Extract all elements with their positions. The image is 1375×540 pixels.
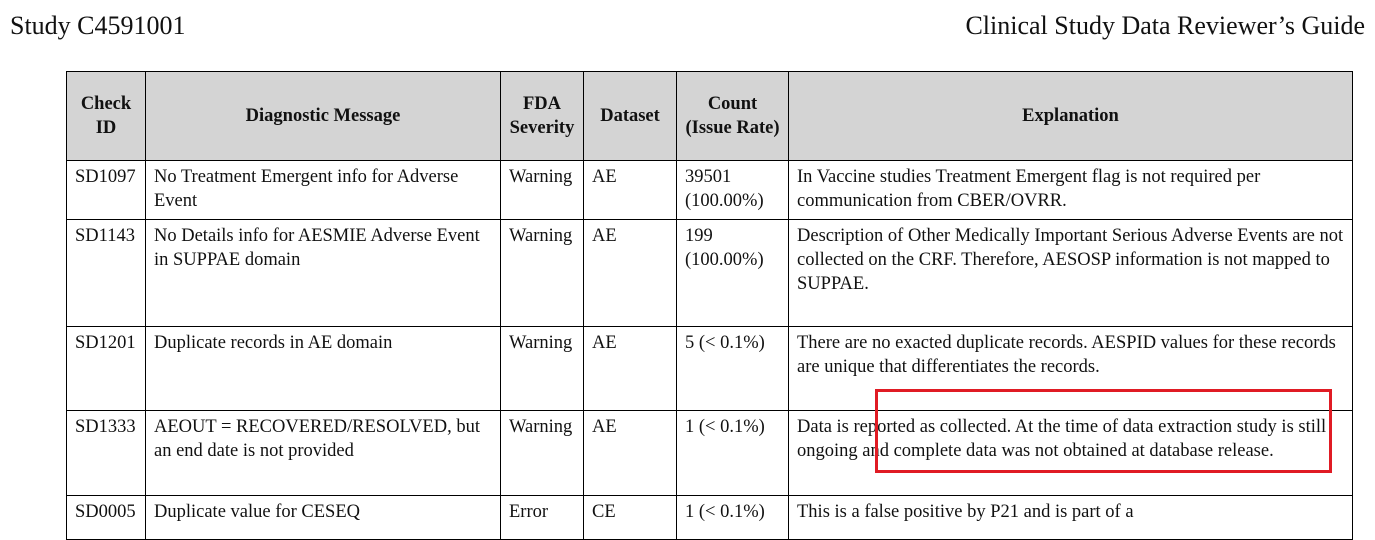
page-header: [10, 6, 1365, 46]
check-id-cell: SD1097: [67, 161, 146, 220]
column-header-diagnostic-message: Diagnostic Message: [146, 72, 501, 161]
table-header-row: [67, 72, 1353, 161]
count-cell: 5 (< 0.1%): [677, 327, 789, 411]
table-row: [67, 411, 1353, 496]
column-header-fda-severity: FDA Severity: [501, 72, 584, 161]
check-id-cell: SD1143: [67, 220, 146, 327]
dataset-cell: AE: [584, 411, 677, 496]
table-row: [67, 161, 1353, 220]
document-title: Clinical Study Data Reviewer’s Guide: [965, 11, 1365, 40]
explanation-cell: In Vaccine studies Treatment Emergent flag is not required per communication from CBER/OVRR.: [789, 161, 1353, 220]
explanation-cell: This is a false positive by P21 and is part of a: [789, 496, 1353, 540]
check-id-cell: SD0005: [67, 496, 146, 540]
count-cell: 39501 (100.00%): [677, 161, 789, 220]
diagnostic-message-cell: No Details info for AESMIE Adverse Event in SUPPAE domain: [146, 220, 501, 327]
count-cell: 1 (< 0.1%): [677, 411, 789, 496]
explanation-cell: Description of Other Medically Important Serious Adverse Events are not collected on the CRF. Therefore, AESOSP information is not mapped to SUPPAE.: [789, 220, 1353, 327]
validation-issues-table: [66, 71, 1353, 540]
count-cell: 1 (< 0.1%): [677, 496, 789, 540]
count-cell: 199 (100.00%): [677, 220, 789, 327]
table-row: [67, 327, 1353, 411]
severity-cell: Warning: [501, 161, 584, 220]
check-id-cell: SD1201: [67, 327, 146, 411]
severity-cell: Warning: [501, 411, 584, 496]
table-row: [67, 220, 1353, 327]
column-header-check-id: Check ID: [67, 72, 146, 161]
diagnostic-message-cell: Duplicate value for CESEQ: [146, 496, 501, 540]
dataset-cell: CE: [584, 496, 677, 540]
dataset-cell: AE: [584, 161, 677, 220]
column-header-dataset: Dataset: [584, 72, 677, 161]
column-header-explanation: Explanation: [789, 72, 1353, 161]
severity-cell: Warning: [501, 327, 584, 411]
explanation-cell: Data is reported as collected. At the time of data extraction study is still ongoing and complete data was not obtained at database release.: [789, 411, 1353, 496]
study-id: Study C4591001: [10, 11, 186, 40]
diagnostic-message-cell: Duplicate records in AE domain: [146, 327, 501, 411]
severity-cell: Error: [501, 496, 584, 540]
dataset-cell: AE: [584, 327, 677, 411]
diagnostic-message-cell: AEOUT = RECOVERED/RESOLVED, but an end date is not provided: [146, 411, 501, 496]
table-row: [67, 496, 1353, 540]
check-id-cell: SD1333: [67, 411, 146, 496]
column-header-count: Count (Issue Rate): [677, 72, 789, 161]
severity-cell: Warning: [501, 220, 584, 327]
diagnostic-message-cell: No Treatment Emergent info for Adverse Event: [146, 161, 501, 220]
dataset-cell: AE: [584, 220, 677, 327]
explanation-cell: There are no exacted duplicate records. AESPID values for these records are unique that differentiates the records.: [789, 327, 1353, 411]
